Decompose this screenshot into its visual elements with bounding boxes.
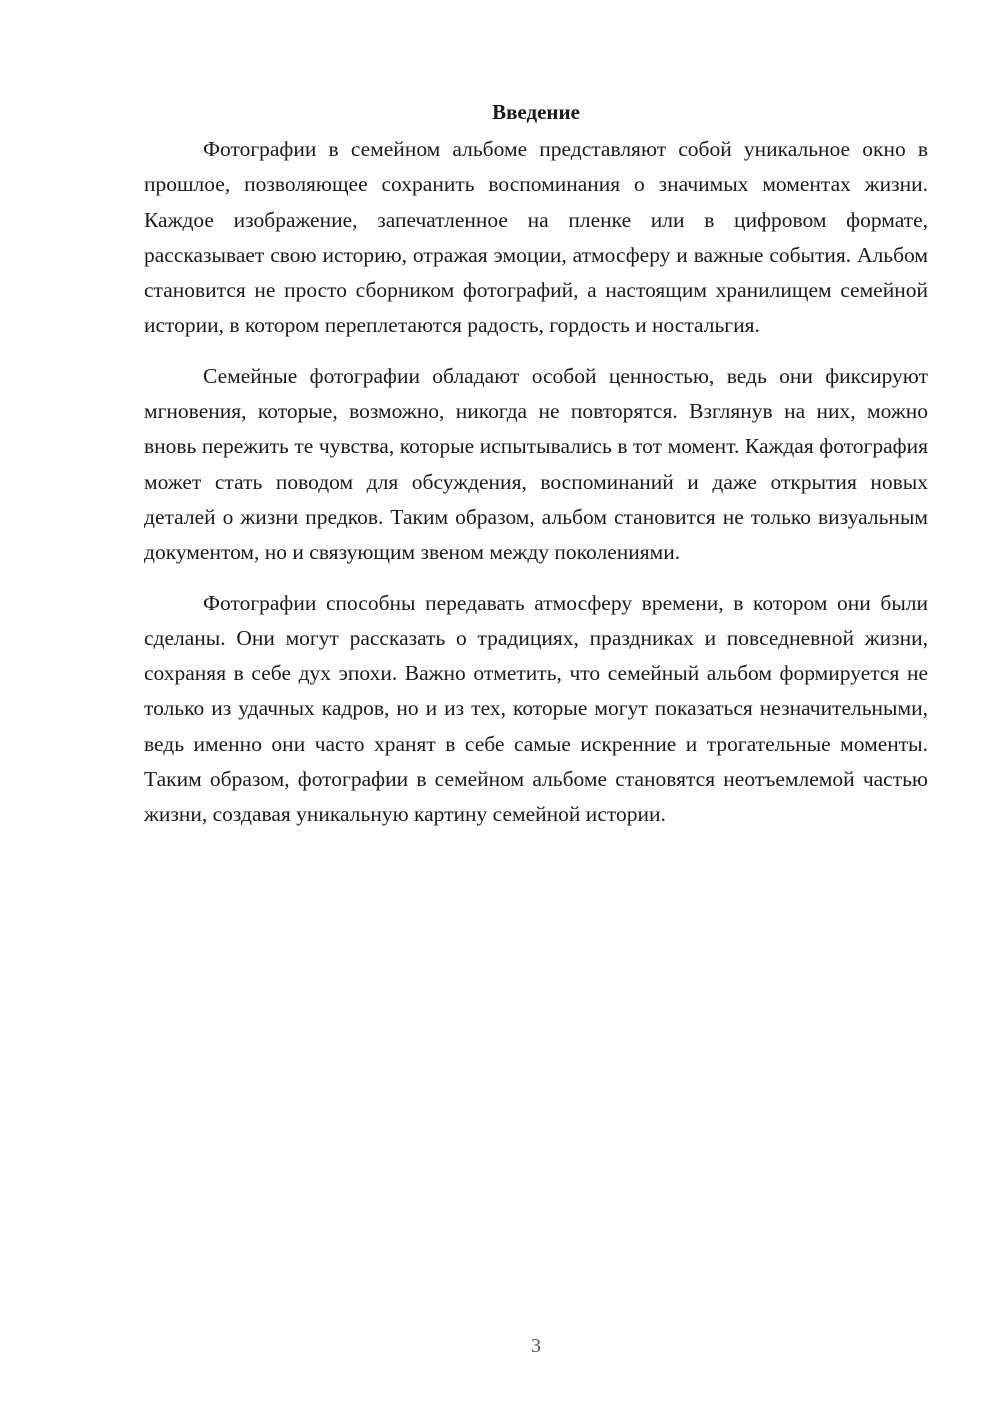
section-heading: Введение [492, 100, 580, 124]
page-content [144, 98, 928, 848]
page-number: 3 [531, 1335, 541, 1357]
paragraph-1: Фотографии в семейном альбоме представляют собой уникальное окно в прошлое, позволяющее сохранить воспоминания о значимых моментах жизни. Каждое изображение, запечатленное на пленке или в цифровом формате, рассказывает свою историю, отражая эмоции, атмосферу и важные события. Альбом становится не просто сборником фотографий, а настоящим хранилищем семейной истории, в котором переплетаются радость, гордость и ностальгия. [144, 137, 928, 338]
paragraph-2: Семейные фотографии обладают особой ценностью, ведь они фиксируют мгновения, которые, возможно, никогда не повторятся. Взглянув на них, можно вновь пережить те чувства, которые испытывались в тот момент. Каждая фотография может стать поводом для обсуждения, воспоминаний и даже открытия новых деталей о жизни предков. Таким образом, альбом становится не только визуальным документом, но и связующим звеном между поколениями. [144, 363, 928, 565]
paragraph-3: Фотографии способны передавать атмосферу времени, в котором они были сделаны. Они могут рассказать о традициях, праздниках и повседневной жизни, сохраняя в себе дух эпохи. Важно отметить, что семейный альбом формируется не только из удачных кадров, но и из тех, которые могут показаться незначительными, ведь именно они часто хранят в себе самые искренние и трогательные моменты. Таким образом, фотографии в семейном альбоме становятся неотъемлемой частью жизни, создавая уникальную картину семейной истории. [144, 590, 928, 827]
